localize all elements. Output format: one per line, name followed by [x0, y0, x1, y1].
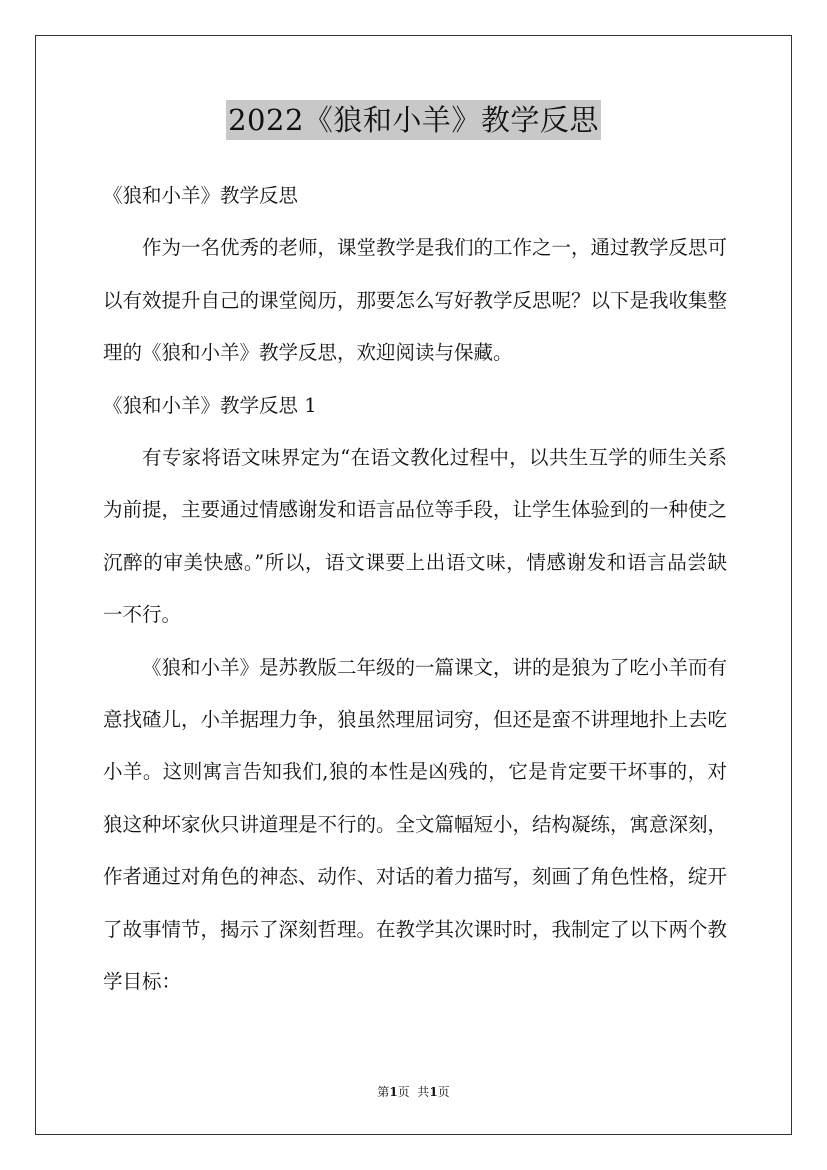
- paragraph: 《狼和小羊》教学反思 1: [103, 393, 317, 417]
- footer-prefix: 第: [377, 1085, 390, 1099]
- footer-page-current: 1: [389, 1085, 398, 1099]
- title-container: [0, 100, 827, 140]
- paragraph: 《狼和小羊》教学反思: [103, 184, 299, 207]
- paragraph: 作为一名优秀的老师，课堂教学是我们的工作之一，通过教学反思可以有效提升自己的课堂阅历，那要怎么写好教学反思呢？以下是我收集整理的《狼和小羊》教学反思，欢迎阅读与保藏。: [103, 236, 728, 365]
- page-footer: [0, 1083, 827, 1101]
- footer-suffix: 页: [437, 1085, 450, 1099]
- footer-mid: 页 共: [397, 1085, 430, 1099]
- document-body: [103, 170, 727, 1009]
- paragraph: 有专家将语文味界定为“在语文教化过程中，以共生互学的师生关系为前提，主要通过情感谢发和语言品位等手段，让学生体验到的一种使之沉醉的审美快感。”所以，语文课要上出语文味，情感谢发和语言品尝缺一不行。: [103, 446, 728, 627]
- footer-page-total: 1: [429, 1085, 438, 1099]
- paragraph: 《狼和小羊》是苏教版二年级的一篇课文，讲的是狼为了吃小羊而有意找碴儿，小羊据理力争，狼虽然理屈词穷，但还是蛮不讲理地扑上去吃小羊。这则寓言告知我们,狼的本性是凶残的，它是肯定要干坏事的，对狼这种坏家伙只讲道理是不行的。全文篇幅短小，结构凝练，寓意深刻，作者通过对角色的神态、动作、对话的着力描写，刻画了角色性格，绽开了故事情节，揭示了深刻哲理。在教学其次课时时，我制定了以下两个教学目标：: [103, 655, 728, 994]
- document-title: 2022《狼和小羊》教学反思: [226, 100, 601, 140]
